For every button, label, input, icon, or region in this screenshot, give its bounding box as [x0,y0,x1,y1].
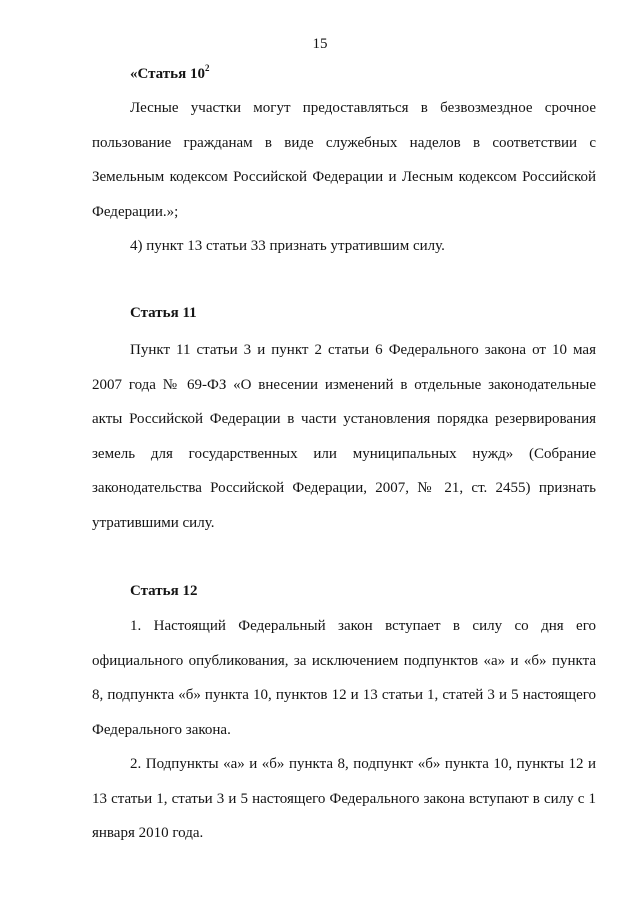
article-12-paragraph-1: 1. Настоящий Федеральный закон вступает в силу со дня его официального опубликования, за исключением подпунктов «а» и «б» пункта 8, подпункта «б» пункта 10, пунктов 12 и 13 статьи 1, статей 3 и 5 настоящего Федерального закона. [92,618,596,738]
page-number: 15 [312,36,328,52]
article-11-heading: Статья 11 [130,305,197,321]
item-4-paragraph: 4) пункт 13 статьи 33 признать утратившим силу. [130,238,445,254]
article-10-2-paragraph: Лесные участки могут предоставляться в безвозмездное срочное пользование гражданам в виде служебных наделов в соответствии с Земельным кодексом Российской Федерации и Лесным кодексом Российской Федерации.»; [92,100,596,220]
article-10-2-heading-text: «Статья 10 [130,66,205,82]
article-10-2-heading [130,63,210,83]
article-11-paragraph: Пункт 11 статьи 3 и пункт 2 статьи 6 Федерального закона от 10 мая 2007 года № 69-ФЗ «О внесении изменений в отдельные законодательные акты Российской Федерации в части установления порядка резервирования земель для государственных или муниципальных нужд» (Собрание законодательства Российской Федерации, 2007, № 21, ст. 2455) признать утратившими силу. [92,342,596,531]
article-12-heading: Статья 12 [130,583,198,599]
article-12-paragraph-2: 2. Подпункты «а» и «б» пункта 8, подпункт «б» пункта 10, пункты 12 и 13 статьи 1, статьи 3 и 5 настоящего Федерального закона вступают в силу с 1 января 2010 года. [92,756,596,841]
article-10-2-heading-superscript: 2 [204,63,210,73]
